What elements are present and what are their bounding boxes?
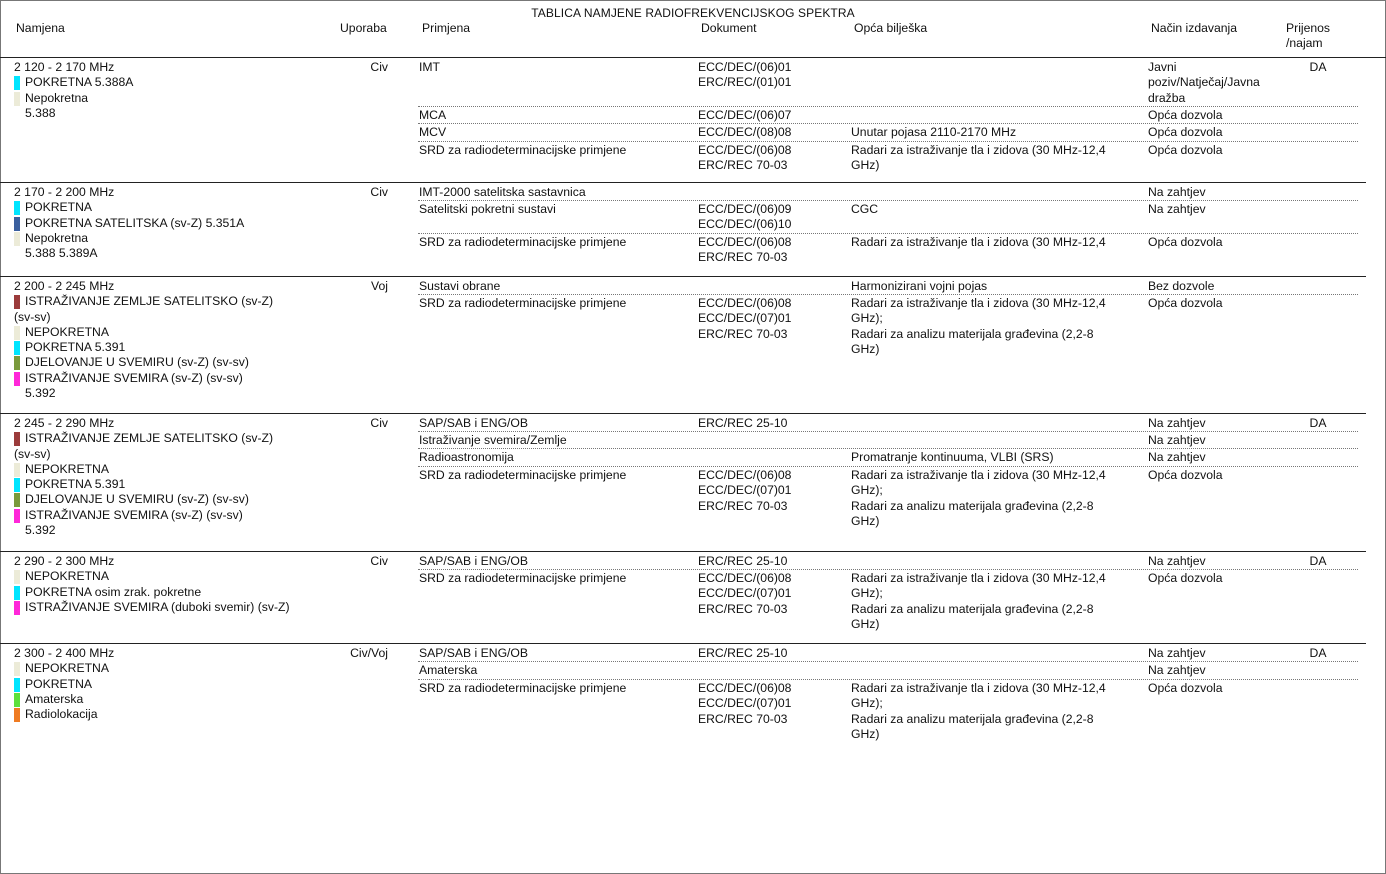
service-color-swatch [14, 463, 20, 477]
service-color-swatch [14, 76, 20, 90]
header-nacin-izdavanja: Način izdavanja [1151, 21, 1238, 35]
service-color-swatch [14, 232, 20, 246]
application-nacin-izdavanja: Opća dozvola [1148, 296, 1223, 310]
service-label: ISTRAŽIVANJE SVEMIRA (sv-Z) (sv-sv) [25, 370, 243, 385]
application-row [418, 662, 1358, 680]
band-uporaba: Civ [370, 416, 388, 430]
application-opca-biljeska: Radari za istraživanje tla i zidova (30 MHz-12,4 GHz) [851, 143, 1106, 173]
service-label: ISTRAŽIVANJE ZEMLJE SATELITSKO (sv-Z) [25, 294, 274, 309]
header-namjena: Namjena [16, 21, 65, 35]
frequency-band [0, 276, 1366, 414]
application-nacin-izdavanja: Na zahtjev [1148, 663, 1206, 677]
band-uporaba: Civ [370, 185, 388, 199]
service-item [14, 431, 344, 446]
application-nacin-izdavanja: Opća dozvola [1148, 108, 1223, 122]
application-primjena: SAP/SAB i ENG/OB [419, 554, 529, 568]
application-dokument: ECC/DEC/(06)08 ECC/DEC/(07)01 ERC/REC 70-03 [698, 571, 792, 616]
service-item [14, 371, 344, 386]
band-range: 2 200 - 2 245 MHz [14, 279, 115, 293]
application-opca-biljeska: Radari za istraživanje tla i zidova (30 MHz-12,4 GHz); Radari za analizu materijala građevina (2,2-8 GHz) [851, 468, 1106, 528]
service-color-swatch [14, 693, 20, 707]
application-nacin-izdavanja: Na zahtjev [1148, 554, 1206, 568]
band-range: 2 245 - 2 290 MHz [14, 416, 115, 430]
application-nacin-izdavanja: Na zahtjev [1148, 433, 1206, 447]
application-row [418, 234, 1358, 266]
service-item [14, 325, 344, 340]
application-nacin-izdavanja: Na zahtjev [1148, 416, 1206, 430]
service-label: POKRETNA 5.388A [25, 75, 134, 90]
service-item [14, 508, 344, 523]
service-color-swatch [14, 493, 20, 507]
service-color-swatch [14, 356, 20, 370]
service-item [14, 462, 344, 477]
application-nacin-izdavanja: Opća dozvola [1148, 125, 1223, 139]
frequency-band [0, 413, 1366, 552]
frequency-band [0, 551, 1366, 644]
frequency-band [0, 182, 1366, 277]
application-primjena: MCV [419, 125, 447, 139]
application-row [418, 201, 1358, 234]
band-uporaba: Civ [370, 60, 388, 74]
band-namjena [14, 60, 344, 121]
service-color-swatch [14, 509, 20, 523]
application-dokument: ECC/DEC/(06)08 ECC/DEC/(07)01 ERC/REC 70-03 [698, 468, 792, 513]
application-row [418, 432, 1358, 449]
application-row [418, 59, 1358, 107]
header-dokument: Dokument [701, 21, 757, 35]
application-row [418, 645, 1358, 662]
application-prijenos-najam: DA [1309, 646, 1327, 660]
service-item [14, 200, 344, 215]
service-label: POKRETNA [25, 200, 93, 215]
service-item [14, 492, 344, 507]
band-applications [418, 184, 1358, 266]
application-dokument: ERC/REC 25-10 [698, 646, 788, 660]
service-label: DJELOVANJE U SVEMIRU (sv-Z) (sv-sv) [25, 492, 249, 507]
band-namjena [14, 279, 344, 401]
application-prijenos-najam: DA [1309, 416, 1327, 430]
application-nacin-izdavanja: Opća dozvola [1148, 235, 1223, 249]
service-item [14, 585, 344, 600]
service-item [14, 692, 344, 707]
application-nacin-izdavanja: Na zahtjev [1148, 450, 1206, 464]
application-opca-biljeska: Radari za istraživanje tla i zidova (30 MHz-12,4 [851, 235, 1106, 249]
service-item [14, 246, 344, 261]
application-opca-biljeska: Harmonizirani vojni pojas [851, 279, 988, 293]
service-item [14, 600, 344, 615]
application-opca-biljeska: Radari za istraživanje tla i zidova (30 MHz-12,4 GHz); Radari za analizu materijala građevina (2,2-8 GHz) [851, 681, 1106, 741]
service-color-swatch [14, 478, 20, 492]
service-label: NEPOKRETNA [25, 324, 109, 339]
service-label: POKRETNA [25, 676, 93, 691]
band-range: 2 170 - 2 200 MHz [14, 185, 115, 199]
service-item [14, 355, 344, 370]
band-range: 2 290 - 2 300 MHz [14, 554, 115, 568]
application-row [418, 142, 1358, 175]
service-label: (sv-sv) [14, 446, 51, 461]
service-color-swatch [14, 662, 20, 676]
service-color-swatch [14, 570, 20, 584]
application-primjena: IMT-2000 satelitska sastavnica [419, 185, 586, 199]
service-color-swatch [14, 92, 20, 106]
application-nacin-izdavanja: Na zahtjev [1148, 185, 1206, 199]
application-primjena: Satelitski pokretni sustavi [419, 202, 556, 216]
service-item [14, 216, 344, 231]
application-primjena: SRD za radiodeterminacijske primjene [419, 143, 627, 157]
service-label: Radiolokacija [25, 707, 98, 722]
application-dokument: ECC/DEC/(06)08 ECC/DEC/(07)01 ERC/REC 70-03 [698, 681, 792, 726]
application-primjena: SAP/SAB i ENG/OB [419, 646, 529, 660]
service-color-swatch [14, 601, 20, 615]
application-primjena: MCA [419, 108, 447, 122]
band-applications [418, 415, 1358, 547]
application-dokument: ECC/DEC/(06)08 ECC/DEC/(07)01 ERC/REC 70-03 [698, 296, 792, 341]
band-range: 2 300 - 2 400 MHz [14, 646, 115, 660]
application-dokument: ECC/DEC/(06)08 ERC/REC 70-03 [698, 143, 792, 173]
service-color-swatch [14, 432, 20, 446]
header-primjena: Primjena [422, 21, 471, 35]
application-primjena: SRD za radiodeterminacijske primjene [419, 468, 627, 482]
service-item [14, 106, 344, 121]
application-dokument: ECC/DEC/(08)08 [698, 125, 792, 139]
frequency-band [0, 57, 1366, 183]
service-label: NEPOKRETNA [25, 661, 109, 676]
service-color-swatch [14, 586, 20, 600]
application-row [418, 295, 1358, 375]
application-primjena: IMT [419, 60, 440, 74]
application-row [418, 467, 1358, 547]
application-primjena: SRD za radiodeterminacijske primjene [419, 681, 627, 695]
service-label: NEPOKRETNA [25, 569, 109, 584]
application-opca-biljeska: CGC [851, 202, 879, 216]
application-nacin-izdavanja: Opća dozvola [1148, 143, 1223, 157]
service-label: 5.392 [25, 386, 56, 401]
service-label: ISTRAŽIVANJE SVEMIRA (sv-Z) (sv-sv) [25, 507, 243, 522]
service-item [14, 91, 344, 106]
band-namjena [14, 185, 344, 261]
service-continuation [14, 310, 344, 325]
application-nacin-izdavanja: Na zahtjev [1148, 202, 1206, 216]
application-row [418, 415, 1358, 432]
service-item [14, 569, 344, 584]
application-prijenos-najam: DA [1309, 60, 1327, 74]
application-dokument: ERC/REC 25-10 [698, 416, 788, 430]
service-color-swatch [14, 326, 20, 340]
service-label: POKRETNA osim zrak. pokretne [25, 584, 202, 599]
application-dokument: ECC/DEC/(06)08 ERC/REC 70-03 [698, 235, 792, 265]
service-color-swatch [14, 341, 20, 355]
band-uporaba: Voj [371, 279, 388, 293]
application-primjena: SAP/SAB i ENG/OB [419, 416, 529, 430]
service-item [14, 231, 344, 246]
header-uporaba: Uporaba [340, 21, 387, 35]
service-color-swatch [14, 295, 20, 309]
application-dokument: ECC/DEC/(06)07 [698, 108, 792, 122]
band-applications [418, 59, 1358, 175]
service-label: Nepokretna [25, 230, 89, 245]
service-item [14, 75, 344, 90]
application-nacin-izdavanja: Opća dozvola [1148, 571, 1223, 585]
service-label: ISTRAŽIVANJE ZEMLJE SATELITSKO (sv-Z) [25, 431, 274, 446]
band-namjena [14, 646, 344, 722]
service-label: 5.388 5.389A [25, 246, 98, 261]
service-label: ISTRAŽIVANJE SVEMIRA (duboki svemir) (sv-Z) [25, 599, 290, 614]
service-item [14, 677, 344, 692]
band-uporaba: Civ [370, 554, 388, 568]
service-color-swatch [14, 217, 20, 231]
service-label: (sv-sv) [14, 309, 51, 324]
band-namjena [14, 416, 344, 538]
service-item [14, 340, 344, 355]
service-color-swatch [14, 708, 20, 722]
application-nacin-izdavanja: Na zahtjev [1148, 646, 1206, 660]
service-label: 5.392 [25, 523, 56, 538]
service-item [14, 523, 344, 538]
service-label: NEPOKRETNA [25, 461, 109, 476]
application-primjena: Istraživanje svemira/Zemlje [419, 433, 567, 447]
application-dokument: ECC/DEC/(06)09 ECC/DEC/(06)10 [698, 202, 792, 232]
service-label: POKRETNA 5.391 [25, 340, 126, 355]
service-label: Nepokretna [25, 90, 89, 105]
application-nacin-izdavanja: Opća dozvola [1148, 681, 1223, 695]
application-row [418, 278, 1358, 295]
application-row [418, 124, 1358, 142]
service-color-swatch [14, 678, 20, 692]
service-label: POKRETNA SATELITSKA (sv-Z) 5.351A [25, 215, 245, 230]
application-primjena: Amaterska [419, 663, 478, 677]
application-opca-biljeska: Promatranje kontinuuma, VLBI (SRS) [851, 450, 1054, 464]
band-applications [418, 645, 1358, 760]
band-applications [418, 553, 1358, 650]
application-opca-biljeska: Radari za istraživanje tla i zidova (30 MHz-12,4 GHz); Radari za analizu materijala građevina (2,2-8 GHz) [851, 296, 1106, 356]
application-primjena: Sustavi obrane [419, 279, 501, 293]
header-opca-biljeska: Opća bilješka [854, 21, 928, 35]
band-range: 2 120 - 2 170 MHz [14, 60, 115, 74]
service-color-swatch [14, 201, 20, 215]
application-dokument: ERC/REC 25-10 [698, 554, 788, 568]
application-nacin-izdavanja: Opća dozvola [1148, 468, 1223, 482]
application-row [418, 107, 1358, 124]
band-namjena [14, 554, 344, 615]
application-dokument: ECC/DEC/(06)01 ERC/REC/(01)01 [698, 60, 792, 90]
service-item [14, 661, 344, 676]
application-primjena: SRD za radiodeterminacijske primjene [419, 235, 627, 249]
band-uporaba: Civ/Voj [350, 646, 388, 660]
frequency-band [0, 643, 1366, 804]
application-nacin-izdavanja: Javni poziv/Natječaj/Javna dražba [1148, 60, 1260, 105]
header-prijenos-najam: Prijenos /najam [1286, 21, 1331, 50]
application-primjena: SRD za radiodeterminacijske primjene [419, 296, 627, 310]
application-row [418, 680, 1358, 760]
table-header [0, 21, 1386, 58]
application-prijenos-najam: DA [1309, 554, 1327, 568]
service-label: 5.388 [25, 105, 56, 120]
application-opca-biljeska: Unutar pojasa 2110-2170 MHz [851, 125, 1017, 139]
page-title: TABLICA NAMJENE RADIOFREKVENCIJSKOG SPEKTRA [531, 6, 855, 20]
application-nacin-izdavanja: Bez dozvole [1148, 279, 1215, 293]
application-row [418, 184, 1358, 201]
service-color-swatch [14, 372, 20, 386]
application-primjena: Radioastronomija [419, 450, 514, 464]
application-primjena: SRD za radiodeterminacijske primjene [419, 571, 627, 585]
application-row [418, 570, 1358, 650]
service-item [14, 294, 344, 309]
application-row [418, 449, 1358, 467]
service-label: Amaterska [25, 691, 84, 706]
application-opca-biljeska: Radari za istraživanje tla i zidova (30 MHz-12,4 GHz); Radari za analizu materijala građevina (2,2-8 GHz) [851, 571, 1106, 631]
application-row [418, 553, 1358, 570]
service-label: DJELOVANJE U SVEMIRU (sv-Z) (sv-sv) [25, 355, 249, 370]
band-applications [418, 278, 1358, 375]
service-label: POKRETNA 5.391 [25, 477, 126, 492]
service-item [14, 386, 344, 401]
service-item [14, 707, 344, 722]
service-continuation [14, 447, 344, 462]
service-item [14, 477, 344, 492]
